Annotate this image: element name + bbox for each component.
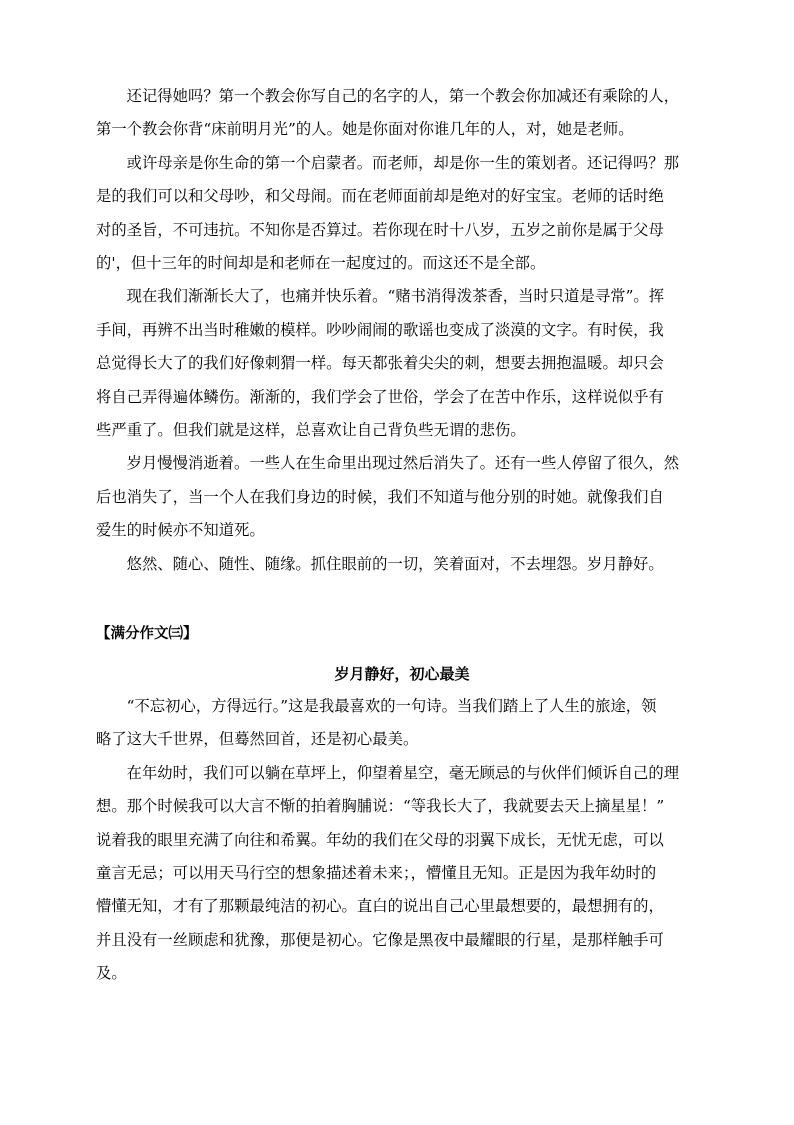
paragraph-3 — [96, 280, 708, 447]
text-line: 懵懂无知，才有了那颗最纯洁的初心。直白的说出自己心里最想要的，最想拥有的， — [96, 897, 664, 916]
text-line: 的'，但十三年的时间却是和老师在一起度过的。而这还不是全部。 — [96, 254, 546, 273]
text-line: 总觉得长大了的我们好像刺猬一样。每天都张着尖尖的刺，想要去拥抱温暖。却只会 — [96, 354, 664, 373]
paragraph-5 — [96, 548, 708, 581]
paragraph-1 — [96, 80, 708, 147]
text-line: 想。那个时候我可以大言不惭的拍着胸脯说：“等我长大了，我就要去天上摘星星！” — [96, 797, 665, 816]
text-line: 些严重了。但我们就是这样，总喜欢让自己背负些无谓的悲伤。 — [96, 421, 526, 440]
text-line: 岁月慢慢消逝着。一些人在生命里出现过然后消失了。还有一些人停留了很久，然 — [126, 454, 680, 473]
text-line: 悠然、随心、随性、随缘。抓住眼前的一切，笑着面对，不去埋怨。岁月静好。 — [126, 554, 664, 573]
section-heading: 【满分作文㈢】 — [96, 626, 198, 642]
paragraph-7 — [96, 757, 708, 991]
text-line: 在年幼时，我们可以躺在草坪上，仰望着星空，毫无顾忌的与伙伴们倾诉自己的理 — [126, 763, 680, 782]
text-line: 后也消失了，当一个人在我们身边的时候，我们不知道与他分别的时她。就像我们自 — [96, 487, 664, 506]
text-line: 现在我们渐渐长大了，也痛并快乐着。“赌书消得泼茶香，当时只道是寻常”。挥 — [126, 287, 665, 306]
text-line: 及。 — [96, 964, 127, 983]
text-line: 或许母亲是你生命的第一个启蒙者。而老师，却是你一生的策划者。还记得吗？那 — [126, 153, 680, 172]
text-line: 说着我的眼里充满了向往和希翼。年幼的我们在父母的羽翼下成长，无忧无虑，可以 — [96, 830, 664, 849]
essay-title: 岁月静好，初心最美 — [334, 665, 470, 683]
text-line: “不忘初心，方得远行。”这是我最喜欢的一句诗。当我们踏上了人生的旅途，领 — [126, 697, 657, 715]
text-line: 并且没有一丝顾虑和犹豫，那便是初心。它像是黑夜中最耀眼的行星，是那样触手可 — [96, 930, 664, 949]
text-line: 将自己弄得遍体鳞伤。渐渐的，我们学会了世俗，学会了在苦中作乐，这样说似乎有 — [96, 387, 664, 406]
text-line: 还记得她吗？第一个教会你写自己的名字的人，第一个教会你加减还有乘除的人， — [126, 87, 680, 105]
text-line: 手间，再辨不出当时稚嫩的模样。吵吵闹闹的歌谣也变成了淡漠的文字。有时侯，我 — [96, 320, 664, 339]
paragraph-6 — [96, 690, 708, 757]
text-line: 对的圣旨，不可违抗。不知你是否算过。若你现在时十八岁，五岁之前你是属于父母 — [96, 220, 664, 239]
text-line: 爱生的时候亦不知道死。 — [96, 521, 265, 540]
text-line: 是的我们可以和父母吵，和父母闹。而在老师面前却是绝对的好宝宝。老师的话时绝 — [96, 187, 664, 206]
text-line: 略了这大千世界，但蓦然回首，还是初心最美。 — [96, 730, 419, 749]
paragraph-4 — [96, 447, 708, 547]
text-line: 童言无忌；可以用天马行空的想象描述着未来；，懵懂且无知。正是因为我年幼时的 — [96, 864, 657, 883]
essay-body-1 — [96, 80, 708, 581]
text-line: 第一个教会你背“床前明月光”的人。她是你面对你谁几年的人，对，她是老师。 — [96, 120, 634, 139]
paragraph-2 — [96, 147, 708, 281]
essay-body-2 — [96, 690, 708, 991]
